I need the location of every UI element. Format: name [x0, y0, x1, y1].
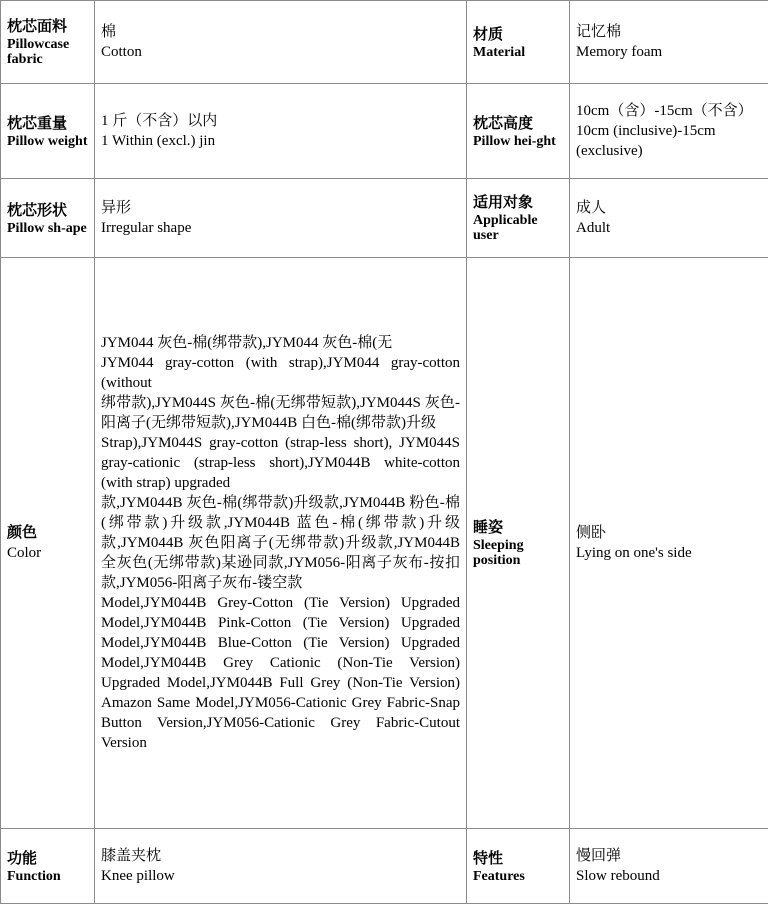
color-text-en-3: Model,JYM044B Grey-Cotton (Tie Version) Upgraded Model,JYM044B Pink-Cotton (Tie Version) Upgraded Model,JYM044B Blue-Cotton (Tie Version) Upgraded Model,JYM044B Grey Cationic (Non-Tie Version) Upgraded Model,JYM044B Full Grey (Non-Tie Version) Amazon Same Model,JYM056-Cationic Grey Fabric-Snap Button Version,JYM056-Cationic Grey Fabric-Cutout Version	[101, 593, 460, 753]
label-en: Pillow sh-ape	[7, 221, 88, 236]
table-row	[1, 179, 768, 258]
value-en: Adult	[576, 218, 762, 238]
label-cell	[1, 1, 95, 84]
value-zh: 膝盖夹枕	[101, 846, 460, 866]
value-en: 1 Within (excl.) jin	[101, 131, 460, 151]
value-zh: 1 斤（不含）以内	[101, 111, 460, 131]
color-text-zh-2: 绑带款),JYM044S 灰色-棉(无绑带短款),JYM044S 灰色-阳离子(无绑带短款),JYM044B 白色-棉(绑带款)升级	[101, 393, 460, 433]
value-zh: 侧卧	[576, 523, 762, 543]
label-en: Applicable user	[473, 213, 563, 243]
label-cell	[1, 84, 95, 179]
table-row	[1, 829, 768, 904]
table-row	[1, 1, 768, 84]
color-value-cell	[95, 258, 467, 829]
label-zh: 材质	[473, 25, 563, 45]
label-zh: 枕芯面料	[7, 17, 88, 37]
value-en: Lying on one's side	[576, 543, 762, 563]
label-zh: 睡姿	[473, 518, 563, 538]
label-cell	[467, 1, 570, 84]
value-cell	[570, 179, 768, 258]
value-cell	[95, 179, 467, 258]
value-en: 10cm (inclusive)-15cm (exclusive)	[576, 121, 762, 161]
value-zh: 10cm（含）-15cm（不含）	[576, 101, 762, 121]
label-en: Function	[7, 869, 88, 884]
label-zh: 功能	[7, 849, 88, 869]
label-zh: 枕芯高度	[473, 114, 563, 134]
label-zh: 颜色	[7, 523, 88, 543]
table-row	[1, 258, 768, 829]
label-zh: 枕芯重量	[7, 114, 88, 134]
value-en: Knee pillow	[101, 866, 460, 886]
label-cell	[467, 258, 570, 829]
label-zh: 适用对象	[473, 193, 563, 213]
value-zh: 成人	[576, 198, 762, 218]
value-cell	[95, 84, 467, 179]
value-cell	[95, 829, 467, 904]
value-zh: 记忆棉	[576, 22, 762, 42]
value-zh: 棉	[101, 22, 460, 42]
value-en: Irregular shape	[101, 218, 460, 238]
label-en: Color	[7, 543, 88, 563]
label-cell	[1, 829, 95, 904]
label-en: Features	[473, 869, 563, 884]
label-cell	[467, 84, 570, 179]
label-cell	[1, 258, 95, 829]
color-text-en-1: JYM044 gray-cotton (with strap),JYM044 gray-cotton (without	[101, 353, 460, 393]
value-zh: 异形	[101, 198, 460, 218]
value-cell	[570, 84, 768, 179]
value-en: Cotton	[101, 42, 460, 62]
label-en: Pillow hei-ght	[473, 134, 563, 149]
value-zh: 慢回弹	[576, 846, 762, 866]
label-en: Sleeping position	[473, 538, 563, 568]
color-text-en-2: Strap),JYM044S gray-cotton (strap-less short), JYM044S gray-cationic (strap-less short),JYM044B white-cotton (with strap) upgraded	[101, 433, 460, 493]
label-zh: 枕芯形状	[7, 201, 88, 221]
color-text-zh-1: JYM044 灰色-棉(绑带款),JYM044 灰色-棉(无	[101, 333, 460, 353]
value-cell	[570, 1, 768, 84]
table-row	[1, 84, 768, 179]
label-cell	[1, 179, 95, 258]
value-en: Memory foam	[576, 42, 762, 62]
label-en: Pillow weight	[7, 134, 88, 149]
value-cell	[570, 829, 768, 904]
value-cell	[95, 1, 467, 84]
label-cell	[467, 179, 570, 258]
label-zh: 特性	[473, 849, 563, 869]
value-cell	[570, 258, 768, 829]
label-en: Material	[473, 45, 563, 60]
value-en: Slow rebound	[576, 866, 762, 886]
label-cell	[467, 829, 570, 904]
color-text-zh-3: 款,JYM044B 灰色-棉(绑带款)升级款,JYM044B 粉色-棉(绑带款)升级款,JYM044B 蓝色-棉(绑带款)升级款,JYM044B 灰色阳离子(无绑带款)升级款,JYM044B 全灰色(无绑带款)某逊同款,JYM056-阳离子灰布-按扣款,JYM056-阳离子灰布-镂空款	[101, 493, 460, 593]
label-en: Pillowcase fabric	[7, 37, 88, 67]
